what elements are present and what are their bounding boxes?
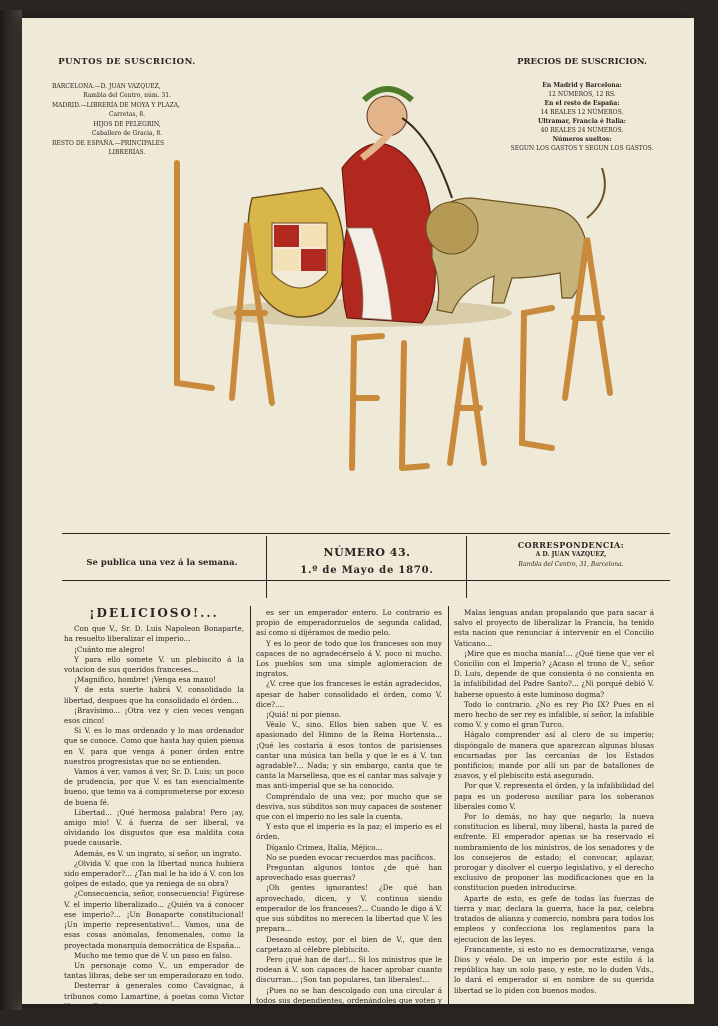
divider [266,536,267,598]
paragraph: Desterrar á generales como Cavaignac, á tribunos como Lamartine, á poetas como Victor Hugo... Esto [64,981,244,1011]
price-line: En el resto de España: [544,100,620,107]
paragraph: Todo lo contrario. ¿No es rey Pio IX? Pues en el mero hecho de ser rey es infalible, sí señor, la infalible como V. y como el gran Turco. [454,699,654,730]
paragraph: Y para ello somete V. un plebiscito á la votacion de sus queridos franceses... [64,654,244,675]
subscription-points-title: PUNTOS DE SUSCRICION. [58,57,196,67]
paragraph: ¿Consecuencia, señor, consecuencia! Figúrese V. el imperio liberalizado... ¿Quién va á conocer ese imperio?... ¡Un Bonaparte constitucional! ¡Un imperio representativo!... Vamos, una de esas cosas anómalas, fenomenales, como la proyectada monarquía democrática de España... [64,889,244,950]
newspaper-page [22,18,694,1026]
price-line: 40 REALES 24 NÚMEROS. [540,127,624,134]
price-line: 12 NÚMEROS, 12 RS. [548,91,616,98]
paragraph: ¡Pues no se han descolgado con una circular á todos sus dependientes, ordenándoles que voten y hagan votar el plebiscito famoso!... Esto, esto es ser ministro, y sobre todo es ser liberal. [256,985,442,1026]
article-column-1 [64,608,244,1012]
paragraph: Díganlo Crimea, Italia, Méjico... [266,842,383,852]
correspondence-address: Rambla del Centro, 31, Barcelona. [518,561,624,568]
paragraph: Compréndalo de una vez; por mucho que se desviva, sus súbditos son muy capaces de sostener que con el imperio no les sale la cuenta. [256,791,442,822]
paragraph: Un personaje como V., un emperador de tantas libras, debe ser un emperadorazo en todo. [64,960,244,981]
paragraph: Hágalo comprender así al clero de su imperio; dispóngalo de manera que aparezcan algunas blusas encarnadas por las cercanías de los Estados pontificios; mande por allí un par de batallones de zuavos, y el plebiscito está asegurado. [454,730,654,781]
paragraph: ¡Quiá! ni por pienso. [266,710,341,720]
issue-number-block [274,546,460,576]
subscription-line: Carretas, 8. [108,111,146,118]
paragraph: ¿V. cree que los franceses le están agradecidos, apesar de haber consolidado el órden, como V. dice?.... [256,679,442,709]
paragraph: Deseando estoy, por el bien de V., que den carpetazo al célebre plebiscito. [256,934,442,954]
paragraph: Por que V. representa el órden, y la infalibilidad del papa es un poderoso auxiliar para los soberanos liberales como V. [454,781,654,811]
paragraph: Véalo V., sino. Ellos bien saben que V. es apasionado del Himno de la Reina Hortensia... ¡Qué les costaría á esos tontos de parisienses cantar una música tan bella y que le es á V. tan agradable?... Nada; y sin embargo, canta que te canta la Marsellesa, que es el cantar mas salvaje y mas anti-imperial que se ha conocido. [256,720,442,791]
paragraph: Francamente, si esto no es democratizarse, venga Dios y véalo. De un imperio por este estilo á la república hay un solo paso, y este, no lo duden Vds., lo dará el emperador si en nombre de su querida libertad se lo piden con buenos modos. [454,944,654,995]
price-line: Ultramar, Francia é Italia: [538,118,626,125]
price-line: Números sueltos: [552,136,612,143]
paragraph: Pero ¡qué han de dar!... Si los ministros que le rodean á V. son capaces de hacer aprobar cuanto discurran... ¡Son tan populares, tan liberales!... [256,954,442,985]
article-column-2 [256,608,442,1026]
paragraph: ¿Olvida V. que con la libertad nunca hubiera sido emperador?... ¿Tan mal le ha ido á V. con los golpes de estado, que ya reniega de su obra? [64,858,244,889]
masthead-title: LA FLACA [132,48,138,49]
paragraph: Con que V., Sr. D. Luis Napoleon Bonaparte, ha resuelto liberalizar el imperio... [64,624,244,644]
spain-figure-illustration [212,89,605,327]
paragraph: Aparte de esto, es gefe de todas las fuerzas de tierra y mar, declara la guerra, hace la paz, celebra tratados de alianza y comercio, nombra para todos los empleos y confecciona los reglamentos para la ejecucion de las leyes. [454,893,654,944]
subscription-line: RESTO DE ESPAÑA.—PRINCIPALES [52,139,165,147]
column-divider [448,606,449,1026]
paragraph: Si V. es lo mas ordenado y lo mas ordenador que se conoce. Como que hasta hay quien piensa en V. para que venga á poner órden entre nuestros progresistas que no se entienden. [64,726,244,766]
paragraph: No se pueden evocar recuerdos mas pacíficos. [266,852,436,862]
issue-number: NÚMERO 43. [323,546,411,559]
paragraph: Preguntan algunos tontos ¿de qué han aprovechado esas guerras? [256,863,442,883]
divider [466,536,467,598]
subscription-line: LIBRERÍAS. [108,149,146,156]
paragraph: Malas lenguas andan propalando que para sacar á salvo el proyecto de liberalizar la Francia, ha tenido esta nacion que renunciar á intervenir en el Concilio Vaticano... [454,608,654,648]
subscription-line: HIJOS DE PELEGRIN, [93,120,161,128]
subscription-line: MADRID.—LIBRERÍA DE MOYA Y PLAZA, [52,101,180,109]
price-line: 14 REALES 12 NÚMEROS. [540,109,624,116]
column-divider [250,606,251,1026]
paragraph: Además, es V. un ingrato, sí señor, un ingrato. [74,848,242,858]
issue-date: 1.º de Mayo de 1870. [300,565,434,576]
subscription-line: Rambla del Centro, núm. 31. [83,92,171,99]
paragraph: Y es lo peor de todo que los franceses son muy capaces de no agradecérselo á V. poco ni mucho. Los pueblos son una simple aglomeracion de ingratos. [256,638,442,679]
paragraph: Y esto que el imperio es la paz; el imperio es el órden. [256,822,442,842]
masthead-illustration [132,48,652,518]
divider [62,580,670,581]
paragraph: ¡Magnífico, hombre! ¡Venga esa mano! [74,675,216,685]
paragraph: ¡Oh gentes ignorantes! ¿De qué han aprovechado, dicen, y V. continua siendo emperador de los franceses?... Cuando le digo á V. que sus súbditos no merecen la libertad que V. les prepara... [256,883,442,934]
divider [62,533,670,534]
paragraph: ¡Cuánto me alegro! [74,644,145,654]
article-title: ¡DELICIOSO!... [89,606,219,620]
subscription-prices-title: PRECIOS DE SUSCRICION. [517,57,647,67]
paragraph: Mucho me temo que dé V. un paso en falso. [74,950,232,960]
book-spine [0,10,22,1010]
paragraph: Por lo demás, no hay que negarlo; la nueva constitucion es liberal, muy liberal, hasta la pared de enfrente. El emperador apenas se ha reservado el nombramiento de los ministros, de los senadores y de los consejeros de estado; el convocar, aplazar, prorogar y disolver el cuerpo legislativo, y el derecho exclusivo de proponer las modificaciones que en la constitucion pueden introducirse. [454,812,654,893]
publication-frequency: Se publica una vez á la semana. [86,558,238,568]
correspondence-block [472,540,670,570]
correspondence-title: CORRESPONDENCIA: [517,540,625,550]
paragraph: es ser un emperador entero. Lo contrario es propio de emperadorzuelos de segunda calidad, así como si dijéramos de medio pelo. [256,608,442,638]
article-column-3 [454,608,654,996]
paragraph: Y de esta suerte habrá V. consolidado la libertad, despues que ha consolidado el órden... [64,685,244,705]
correspondence-name: A D. JUAN VAZQUEZ, [535,551,607,558]
price-line: SEGUN LOS GASTOS Y SEGUN LOS GASTOS. [510,145,654,152]
issue-info [62,536,670,598]
paragraph: Vamos á ver, vamos á ver, Sr. D. Luis; un poco de prudencia, por que V. es tan esencialmente bueno, que temo va á comprometerse por exceso de buena fé. [64,767,244,807]
paragraph: ¡Mire que es mucha manía!... ¿Qué tiene que ver el Concilio con el Imperio? ¿Acaso el trono de V., señor D. Luis, depende de que consienta ó no consienta en la infalibilidad del Padre Santo?... ¿Ni porqué debió V. haberse opuesto á este luminoso dogma? [454,648,654,699]
paragraph: Libertad... ¡Qué hermosa palabra! Pero ¡ay, amigo mio! V. á fuerza de ser liberal, va olvidando los disgustos que esa maldita cosa puede causarle. [64,807,244,848]
subscription-line: Caballero de Gracia, 8. [91,130,163,137]
subscription-line: BARCELONA.—D. JUAN VAZQUEZ, [52,82,161,90]
paragraph: ¡Bravísimo... ¡Otra vez y cien veces vengan esos cinco! [64,705,244,726]
price-line: En Madrid y Barcelona: [542,82,622,89]
